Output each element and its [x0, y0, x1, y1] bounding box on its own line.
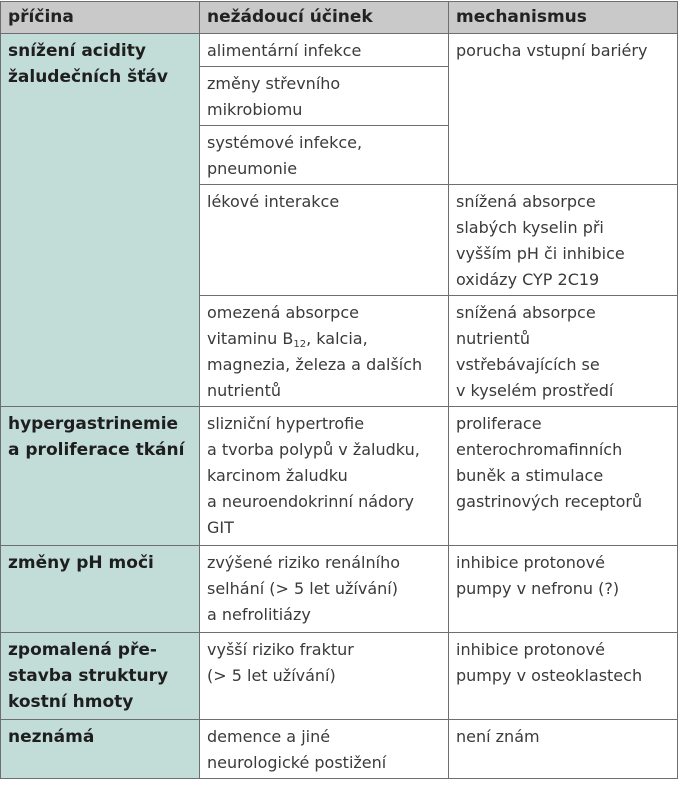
effect-cell — [200, 185, 449, 296]
cause-line: kostní hmoty — [8, 692, 134, 712]
table-row — [1, 720, 678, 779]
effect-line: systémové infekce, — [207, 133, 363, 152]
cause-line: snížení acidity — [8, 41, 146, 61]
mechanism-line: oxidázy CYP 2C19 — [456, 270, 600, 289]
mechanism-line: není znám — [456, 727, 540, 746]
effect-line: vyšší riziko fraktur — [207, 640, 354, 659]
table-row — [1, 633, 678, 720]
effect-cell — [200, 546, 449, 633]
cause-cell — [1, 633, 200, 720]
mechanism-line: proliferace — [456, 414, 542, 433]
mechanism-line: slabých kyselin při — [456, 218, 604, 237]
table-row — [1, 546, 678, 633]
mechanism-line: v kyselém prostředí — [456, 381, 614, 400]
effect-line: karcinom žaludku — [207, 466, 348, 485]
effect-line: nutrientů — [207, 381, 281, 400]
header-cause: příčina — [1, 2, 200, 34]
table-row — [1, 34, 678, 67]
effect-cell — [200, 34, 449, 67]
cause-line: žaludečních šťáv — [8, 67, 168, 87]
mechanism-line: nutrientů — [456, 329, 530, 348]
vitamin-subscript: 12 — [293, 339, 307, 350]
mechanism-cell — [449, 720, 678, 779]
effect-line: zvýšené riziko renálního — [207, 553, 400, 572]
mechanism-line: porucha vstupní bariéry — [456, 41, 648, 60]
cause-line: zpomalená pře- — [8, 640, 157, 660]
mechanism-cell — [449, 185, 678, 296]
cause-cell — [1, 720, 200, 779]
header-effect: nežádoucí účinek — [200, 2, 449, 34]
effect-line: slizniční hypertrofie — [207, 414, 365, 433]
effect-line: magnezia, železa a dalších — [207, 355, 423, 374]
mechanism-line: gastrinových receptorů — [456, 492, 643, 511]
cause-line: změny pH moči — [8, 553, 154, 573]
effect-line: neurologické postižení — [207, 753, 387, 772]
mechanism-line: pumpy v nefronu (?) — [456, 579, 620, 598]
cause-line: a proliferace tkání — [8, 440, 185, 460]
mechanism-line: pumpy v osteoklastech — [456, 666, 643, 685]
cause-cell — [1, 407, 200, 546]
mechanism-line: snížená absorpce — [456, 303, 596, 322]
vitamin-text-rest: , kalcia, — [306, 329, 368, 348]
cause-line: neznámá — [8, 727, 95, 747]
effect-cell — [200, 720, 449, 779]
effect-line: a nefrolitiázy — [207, 605, 311, 624]
mechanism-line: inhibice protonové — [456, 553, 605, 572]
mechanism-line: vstřebávajících se — [456, 355, 600, 374]
effect-line: GIT — [207, 518, 234, 537]
effect-cell — [200, 67, 449, 126]
cause-cell — [1, 546, 200, 633]
cause-line: hypergastrinemie — [8, 414, 179, 434]
effect-cell — [200, 633, 449, 720]
vitamin-text: vitaminu B — [207, 329, 294, 348]
effect-line: a neuroendokrinní nádory — [207, 492, 414, 511]
mechanism-cell — [449, 407, 678, 546]
mechanism-cell — [449, 633, 678, 720]
effect-cell — [200, 126, 449, 185]
effect-line: změny střevního — [207, 74, 341, 93]
effect-line: (> 5 let užívání) — [207, 666, 336, 685]
mechanism-line: enterochromafinních — [456, 440, 623, 459]
mechanism-cell — [449, 296, 678, 407]
effect-line — [207, 326, 442, 352]
mechanism-cell — [449, 34, 678, 185]
effect-cell — [200, 296, 449, 407]
effect-line: alimentární infekce — [207, 41, 362, 60]
effect-line: selhání (> 5 let užívání) — [207, 579, 398, 598]
effect-line: mikrobiomu — [207, 100, 303, 119]
effect-line: pneumonie — [207, 159, 298, 178]
effect-line: a tvorba polypů v žaludku, — [207, 440, 420, 459]
mechanism-line: inhibice protonové — [456, 640, 605, 659]
cause-cell — [1, 34, 200, 407]
header-mechanism: mechanismus — [449, 2, 678, 34]
table-row — [1, 407, 678, 546]
cause-line: stavba struktury — [8, 666, 169, 686]
effect-line: omezená absorpce — [207, 303, 359, 322]
adverse-effects-table — [0, 1, 678, 779]
mechanism-cell — [449, 546, 678, 633]
effect-line: lékové interakce — [207, 192, 340, 211]
effect-cell — [200, 407, 449, 546]
table-header-row — [1, 2, 678, 34]
mechanism-line: snížená absorpce — [456, 192, 596, 211]
mechanism-line: vyšším pH či inhibice — [456, 244, 625, 263]
mechanism-line: buněk a stimulace — [456, 466, 604, 485]
effect-line: demence a jiné — [207, 727, 331, 746]
